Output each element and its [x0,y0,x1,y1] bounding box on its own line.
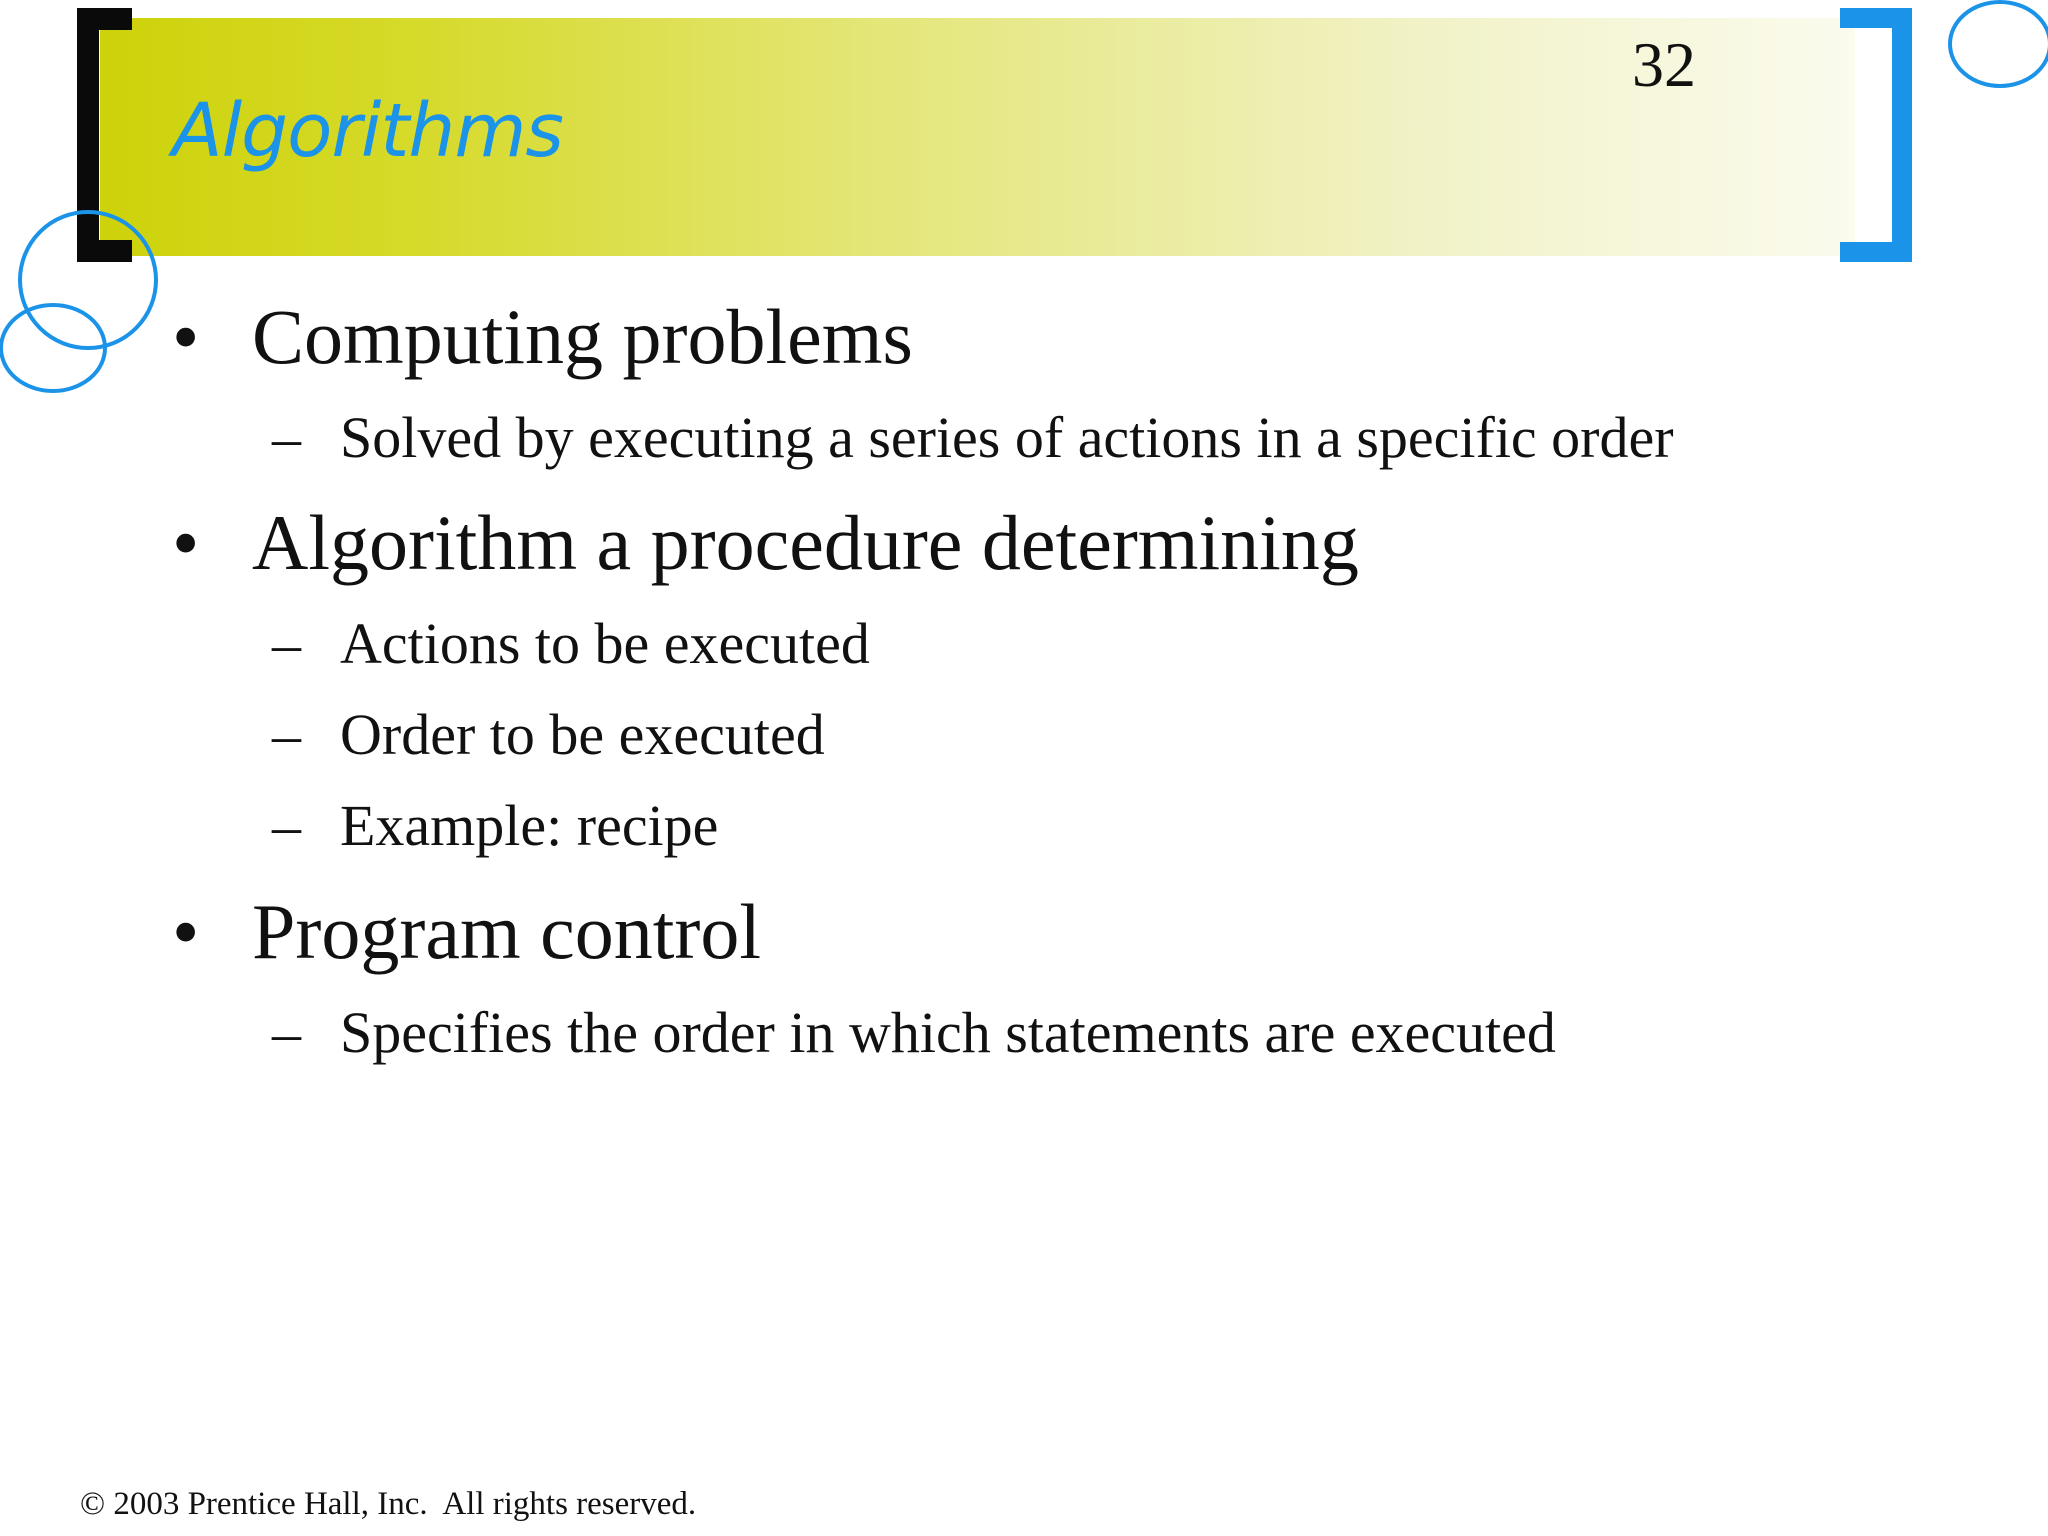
sub-bullet-text: Specifies the order in which statements are executed [340,1000,1556,1065]
copyright-footer: © 2003 Prentice Hall, Inc. All rights reserved. [80,1486,697,1522]
sub-bullet-text: Order to be executed [340,702,825,767]
sub-bullet-marker: – [272,1000,301,1065]
bullet-marker: • [172,499,200,586]
bullet-text: Program control [252,888,762,975]
bullet-text: Computing problems [252,293,913,380]
bullet-marker: • [172,293,200,380]
sub-bullet-marker: – [272,405,301,470]
page-number: 32 [1632,29,1696,100]
sub-bullet-marker: – [272,702,301,767]
sub-bullet-text: Solved by executing a series of actions in a specific order [340,405,1674,470]
bullet-text: Algorithm a procedure determining [252,499,1359,586]
slide-title: Algorithms [172,88,563,174]
sub-bullet-text: Example: recipe [340,793,719,858]
sub-bullet-marker: – [272,793,301,858]
sub-bullet-marker: – [272,611,301,676]
sub-bullet-text: Actions to be executed [340,611,870,676]
bullet-marker: • [172,888,200,975]
